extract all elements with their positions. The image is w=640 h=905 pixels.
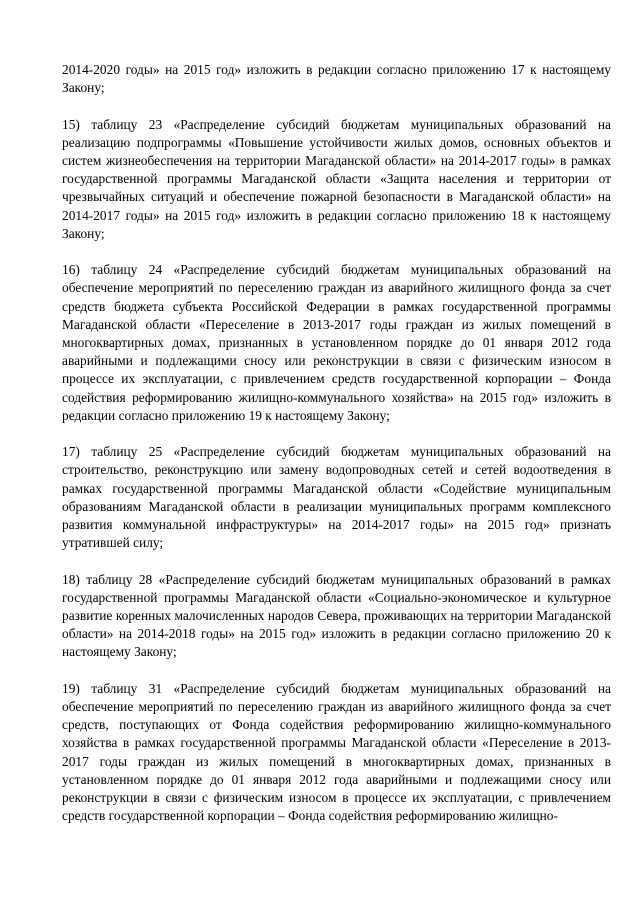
paragraph-item-18: 18) таблицу 28 «Распределение субсидий бюджетам муниципальных образований в рамках государственной программы Магаданской области «Социально-экономическое и культурное развитие коренных малочисленных народов Севера, проживающих на территории Магаданской области» на 2014-2018 годы» на 2015 год» изложить в редакции согласно приложению 20 к настоящему Закону; bbox=[62, 571, 611, 660]
paragraph-item-15: 15) таблицу 23 «Распределение субсидий бюджетам муниципальных образований на реализацию подпрограммы «Повышение устойчивости жилых домов, основных объектов и систем жизнеобеспечения на территории Магаданской области» на 2014-2017 годы» в рамках государственной программы Магаданской области «Защита населения и территории от чрезвычайных ситуаций и обеспечение пожарной безопасности в Магаданской области» на 2014-2017 годы» на 2015 год» изложить в редакции согласно приложению 18 к настоящему Закону; bbox=[62, 116, 611, 241]
paragraph-continuation: 2014-2020 годы» на 2015 год» изложить в редакции согласно приложению 17 к настоящему Закону; bbox=[62, 62, 611, 96]
paragraph-item-17: 17) таблицу 25 «Распределение субсидий бюджетам муниципальных образований на строительство, реконструкцию или замену водопроводных сетей и сетей водоотведения в рамках государственной программы Магаданской области «Содействие муниципальным образованиям Магаданской области в реализации муниципальных программ комплексного развития коммунальной инфраструктуры» на 2014-2017 годы» на 2015 год» признать утратившей силу; bbox=[62, 444, 611, 551]
paragraph-item-19: 19) таблицу 31 «Распределение субсидий бюджетам муниципальных образований на обеспечение мероприятий по переселению граждан из аварийного жилищного фонда за счет средств, поступающих от Фонда содействия реформированию жилищно-коммунального хозяйства в рамках государственной программы Магаданской области «Переселение в 2013-2017 годы граждан из жилых помещений в многоквартирных домах, признанных в установленном порядке до 01 января 2012 года аварийными и подлежащими сносу или реконструкции в связи с физическим износом в процессе их эксплуатации, с привлечением средств государственной корпорации – Фонда содействия реформированию жилищно- bbox=[62, 680, 611, 824]
document-body bbox=[62, 61, 611, 825]
paragraph-item-16: 16) таблицу 24 «Распределение субсидий бюджетам муниципальных образований на обеспечение мероприятий по переселению граждан из аварийного жилищного фонда за счет средств бюджета субъекта Российской Федерации в рамках государственной программы Магаданской области «Переселение в 2013-2017 годы граждан из жилых помещений в многоквартирных домах, признанных в установленном порядке до 01 января 2012 года аварийными и подлежащими сносу или реконструкции в связи с физическим износом в процессе их эксплуатации, с привлечением средств государственной корпорации – Фонда содействия реформированию жилищно-коммунального хозяйства» на 2015 год» изложить в редакции согласно приложению 19 к настоящему Закону; bbox=[62, 262, 611, 423]
